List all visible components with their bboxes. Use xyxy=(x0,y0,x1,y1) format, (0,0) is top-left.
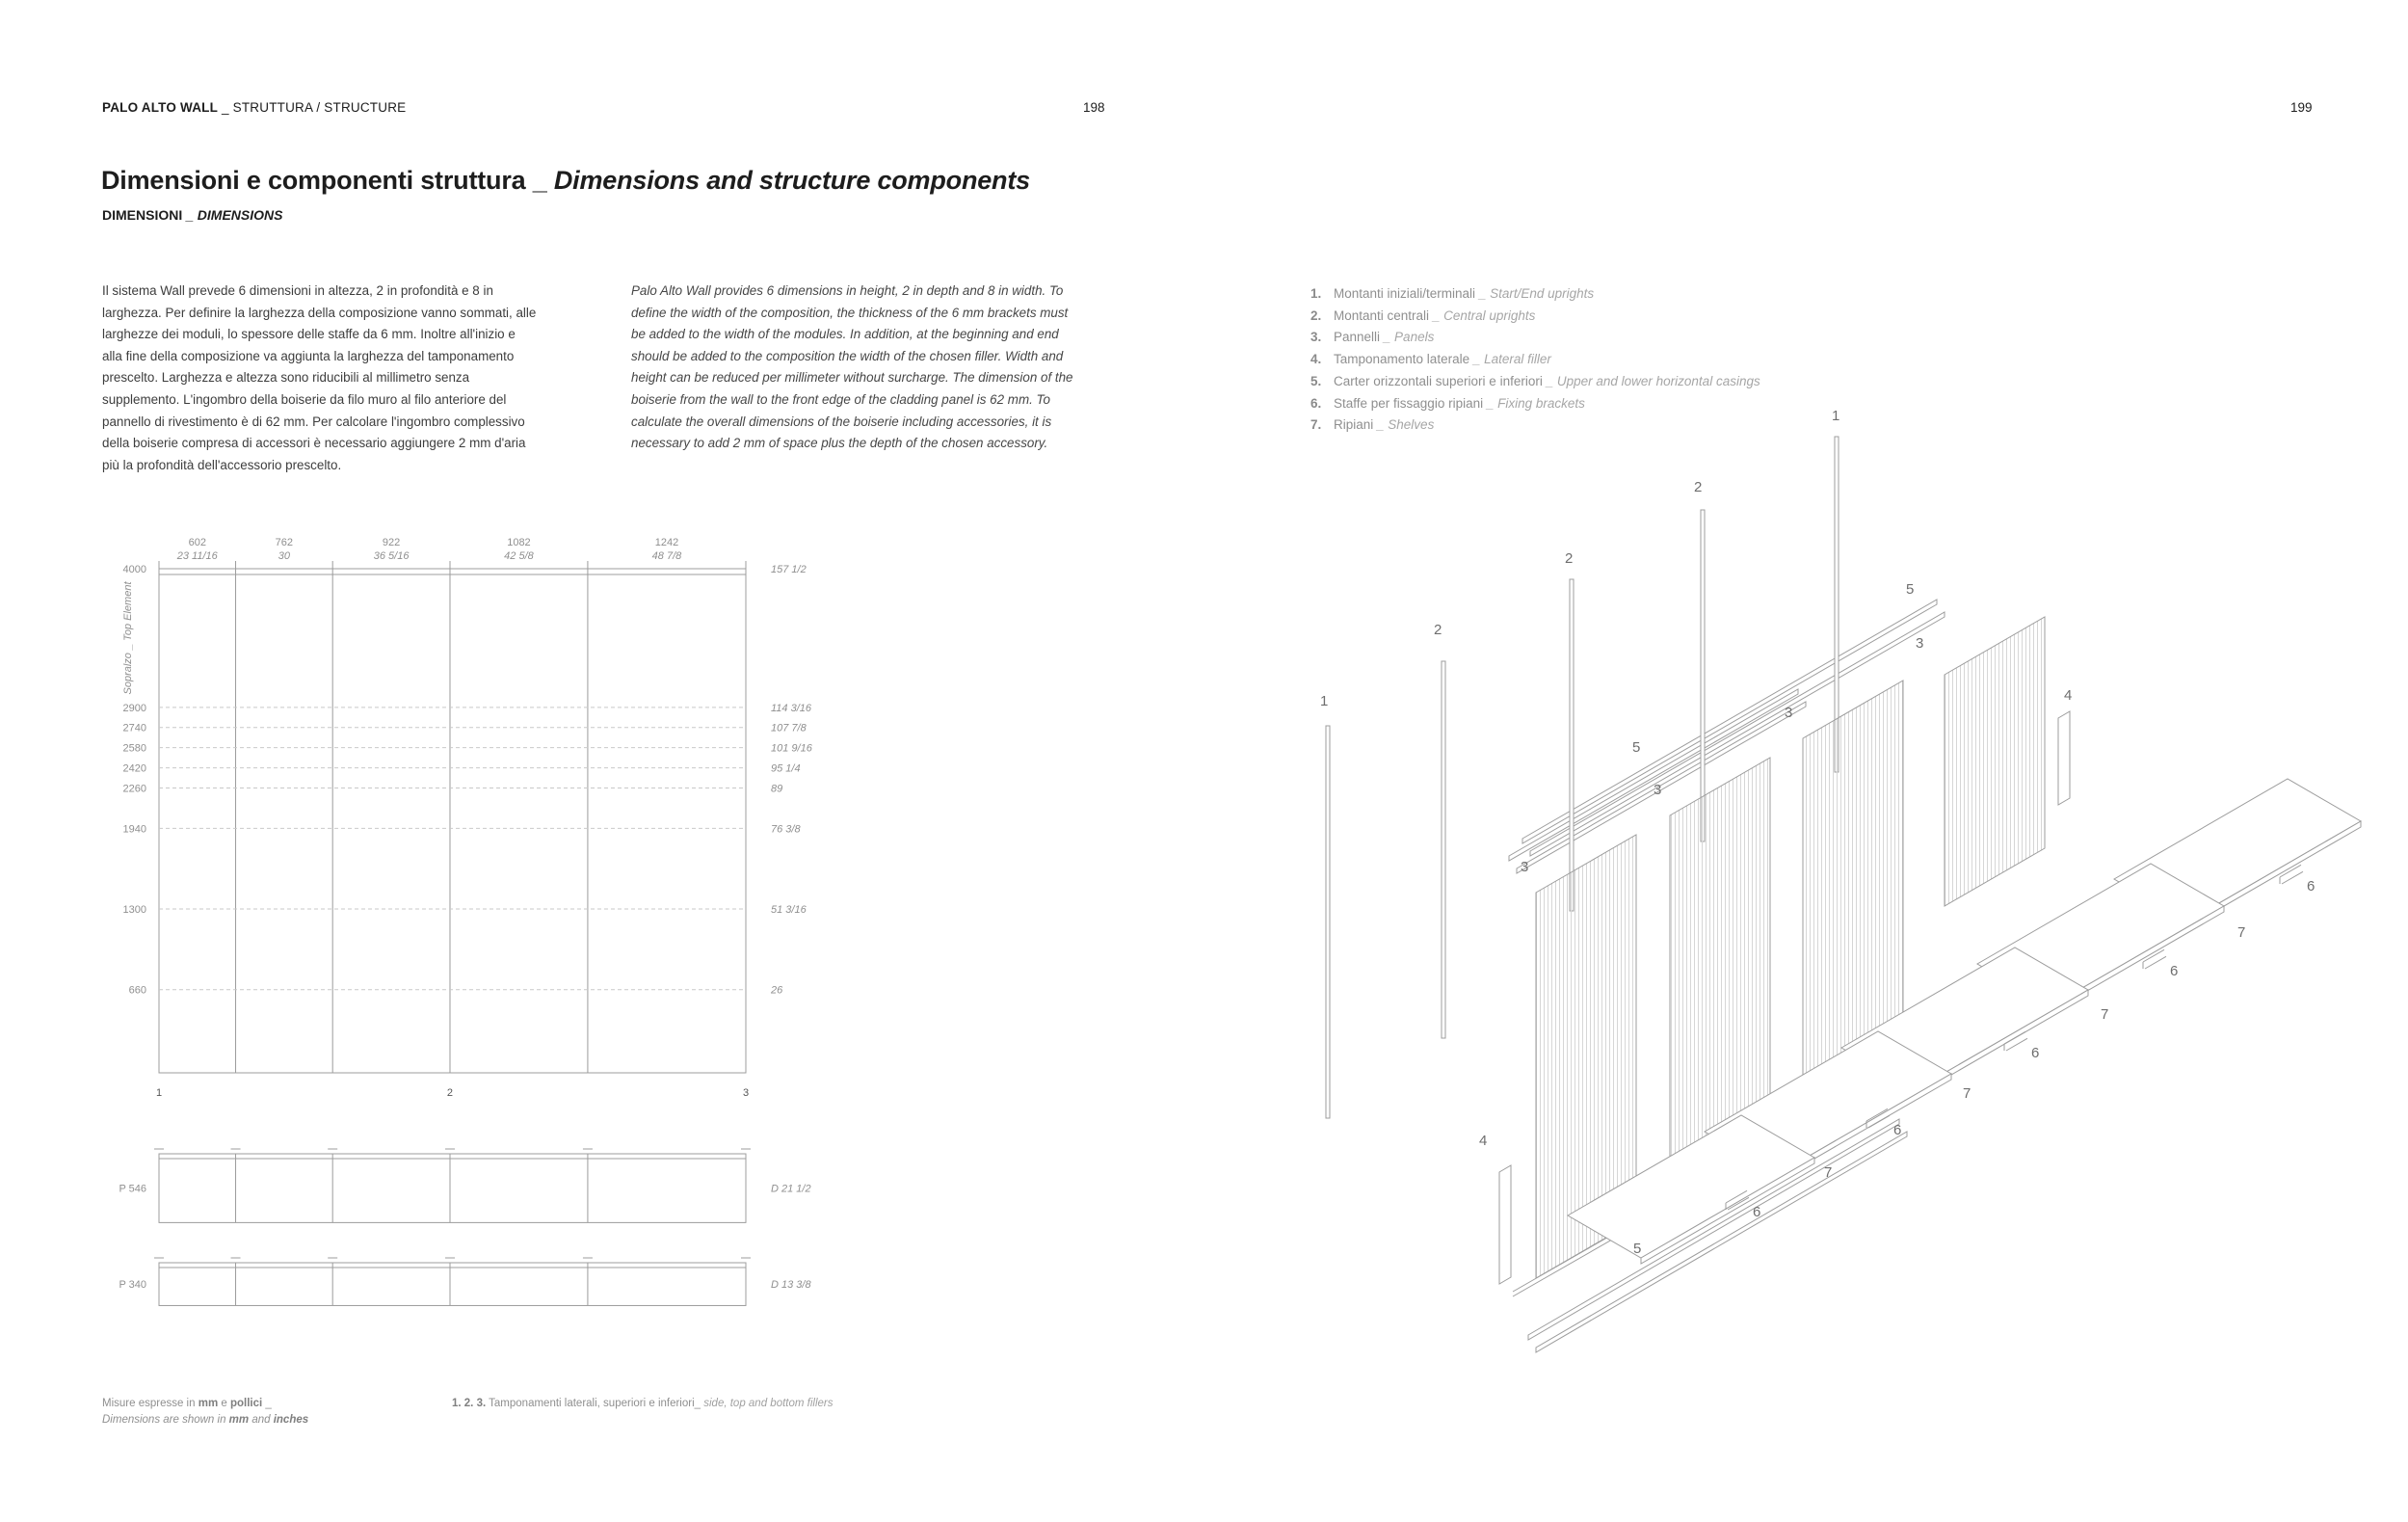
note-it-text: Misure espresse in xyxy=(102,1398,198,1409)
exploded-structure-drawing xyxy=(1282,386,2408,1383)
callout-6: 6 xyxy=(1753,1204,1761,1220)
legend-item: 6. Staffe per fissaggio ripiani _ Fixing brackets xyxy=(1310,395,1585,411)
running-header xyxy=(102,100,406,115)
callout-5: 5 xyxy=(1632,739,1641,756)
callout-6: 6 xyxy=(2307,878,2315,895)
svg-text:48 7/8: 48 7/8 xyxy=(651,550,682,562)
legend-item: 2. Montanti centrali _ Central uprights xyxy=(1310,307,1536,323)
svg-text:1300: 1300 xyxy=(122,904,146,917)
callout-6: 6 xyxy=(2031,1045,2040,1061)
svg-text:157 1/2: 157 1/2 xyxy=(771,564,807,575)
legend-item: 3. Pannelli _ Panels xyxy=(1310,330,1435,345)
callout-7: 7 xyxy=(1963,1085,1971,1102)
svg-text:30: 30 xyxy=(278,550,290,562)
svg-text:51 3/16: 51 3/16 xyxy=(771,904,807,917)
svg-text:26: 26 xyxy=(771,984,783,997)
svg-text:2260: 2260 xyxy=(122,783,146,795)
svg-text:602: 602 xyxy=(188,537,206,548)
svg-text:89: 89 xyxy=(771,783,783,795)
svg-text:1082: 1082 xyxy=(507,537,531,548)
svg-text:D 13 3/8: D 13 3/8 xyxy=(771,1279,811,1292)
legend-item: 4. Tamponamento laterale _ Lateral filler xyxy=(1310,352,1551,367)
svg-text:1: 1 xyxy=(155,1087,163,1099)
svg-text:1242: 1242 xyxy=(654,537,679,548)
callout-5: 5 xyxy=(1633,1241,1642,1257)
callout-2: 2 xyxy=(1694,479,1703,495)
svg-text:2: 2 xyxy=(446,1087,454,1099)
dimensions-diagram-svg xyxy=(96,521,867,1369)
callout-3: 3 xyxy=(1785,705,1793,721)
note-it-and: e xyxy=(218,1398,230,1409)
svg-text:36 5/16: 36 5/16 xyxy=(373,550,410,562)
height-dimension-labels xyxy=(122,564,813,997)
legend-item: 7. Ripiani _ Shelves xyxy=(1310,417,1435,433)
note-en-text: Dimensions are shown in xyxy=(102,1413,229,1426)
note-en-inches: inches xyxy=(273,1413,309,1426)
section-name: _ STRUTTURA / STRUCTURE xyxy=(218,100,407,115)
svg-text:762: 762 xyxy=(275,537,294,548)
section-subtitle xyxy=(102,207,282,223)
measurement-note xyxy=(102,1396,308,1428)
callout-3: 3 xyxy=(1916,635,1924,652)
subtitle-it: DIMENSIONI xyxy=(102,207,187,223)
fillers-note-numbers: 1. 2. 3. xyxy=(452,1398,487,1409)
page-number-left: 198 xyxy=(1083,100,1105,115)
callout-4: 4 xyxy=(2064,687,2073,704)
page-title-it: Dimensioni e componenti struttura _ xyxy=(101,166,554,195)
svg-text:P 546: P 546 xyxy=(119,1183,146,1195)
callout-7: 7 xyxy=(2237,924,2246,941)
svg-text:D 21 1/2: D 21 1/2 xyxy=(771,1183,811,1195)
note-en-mm: mm xyxy=(228,1413,250,1426)
callout-2: 2 xyxy=(1434,622,1442,638)
callout-7: 7 xyxy=(2101,1006,2109,1023)
brand-name: PALO ALTO WALL xyxy=(102,100,219,115)
svg-text:P 340: P 340 xyxy=(119,1279,146,1292)
svg-text:23 11/16: 23 11/16 xyxy=(176,550,218,562)
callout-3: 3 xyxy=(1654,782,1662,798)
note-it-inches: pollici xyxy=(229,1398,263,1409)
bottom-position-markers xyxy=(156,1087,749,1099)
fillers-note-en: side, top and bottom fillers xyxy=(701,1398,834,1409)
svg-text:4000: 4000 xyxy=(122,564,146,575)
svg-text:107 7/8: 107 7/8 xyxy=(771,722,807,734)
dimensions-diagram xyxy=(96,521,867,1374)
note-it-end: _ xyxy=(262,1398,272,1409)
intro-paragraph-italian: Il sistema Wall prevede 6 dimensioni in altezza, 2 in profondità e 8 in larghezza. Per definire la larghezza della composizione vanno sommati, alle larghezze dei moduli, lo spessore delle staffe da 6 mm. Inoltre all'inizio e alla fine della composizione va aggiunta la larghezza del tamponamento prescelto. Larghezza e altezza sono riducibili al millimetro senza supplemento. L'ingombro della boiserie da filo muro al filo anteriore del pannello di rivestimento è di 62 mm. Per calcolare l'ingombro complessivo della boiserie compresa di accessori è necessario aggiungere 2 mm d'aria più la profondità dell'accessorio prescelto. xyxy=(102,283,537,472)
measurement-note-en xyxy=(102,1412,308,1429)
svg-text:114 3/16: 114 3/16 xyxy=(771,702,812,714)
svg-text:3: 3 xyxy=(742,1087,750,1099)
module-grid xyxy=(159,569,746,1073)
svg-text:2580: 2580 xyxy=(122,742,146,755)
fillers-note-it: Tamponamenti laterali, superiori e inferiori_ xyxy=(486,1398,701,1409)
svg-text:42 5/8: 42 5/8 xyxy=(504,550,534,562)
intro-paragraph-english: Palo Alto Wall provides 6 dimensions in height, 2 in depth and 8 in width. To define the width of the composition, the thickness of the 6 mm brackets must be added to the width of the modules. In addition, at the beginning and end should be added to the composition the width of the chosen filler. Width and height can be reduced per millimeter without surcharge. The dimension of the boiserie from the wall to the front edge of the cladding panel is 62 mm. To calculate the overall dimensions of the boiserie including accessories, it is necessary to add 2 mm of space plus the depth of the chosen accessory. xyxy=(631,283,1073,451)
callout-5: 5 xyxy=(1906,581,1915,598)
legend-item: 5. Carter orizzontali superiori e inferiori _ Upper and lower horizontal casings xyxy=(1310,373,1760,388)
note-en-and: and xyxy=(249,1413,274,1426)
page-title-en: Dimensions and structure components xyxy=(553,166,1030,195)
callout-3: 3 xyxy=(1521,859,1529,875)
svg-text:660: 660 xyxy=(128,984,146,997)
top-element-side-label: Sopralzo _ Top Element xyxy=(122,581,134,695)
exploded-structure-svg xyxy=(1282,386,2408,1378)
svg-text:2900: 2900 xyxy=(122,702,146,714)
svg-text:922: 922 xyxy=(382,537,401,548)
page-number-right: 199 xyxy=(2290,100,2313,115)
subtitle-en: _ DIMENSIONS xyxy=(186,207,283,223)
note-it-mm: mm xyxy=(198,1398,219,1409)
callout-2: 2 xyxy=(1565,550,1574,567)
svg-text:101 9/16: 101 9/16 xyxy=(771,742,812,755)
svg-text:1940: 1940 xyxy=(122,823,146,836)
callout-7: 7 xyxy=(1824,1164,1833,1181)
legend-item: 1. Montanti iniziali/terminali _ Start/End uprights xyxy=(1310,286,1595,301)
callout-4: 4 xyxy=(1479,1133,1488,1149)
svg-text:2740: 2740 xyxy=(122,722,146,734)
width-dimension-labels xyxy=(159,537,746,569)
callout-6: 6 xyxy=(1893,1122,1902,1138)
page-title xyxy=(101,166,1030,196)
svg-text:76 3/8: 76 3/8 xyxy=(771,823,801,836)
callout-1: 1 xyxy=(1320,693,1329,709)
fillers-note xyxy=(452,1396,833,1412)
svg-text:2420: 2420 xyxy=(122,762,146,775)
callout-1: 1 xyxy=(1832,408,1840,424)
callout-6: 6 xyxy=(2170,963,2179,979)
measurement-note-it xyxy=(102,1396,308,1412)
depth-side-views xyxy=(119,1149,811,1305)
svg-text:95 1/4: 95 1/4 xyxy=(771,762,801,775)
